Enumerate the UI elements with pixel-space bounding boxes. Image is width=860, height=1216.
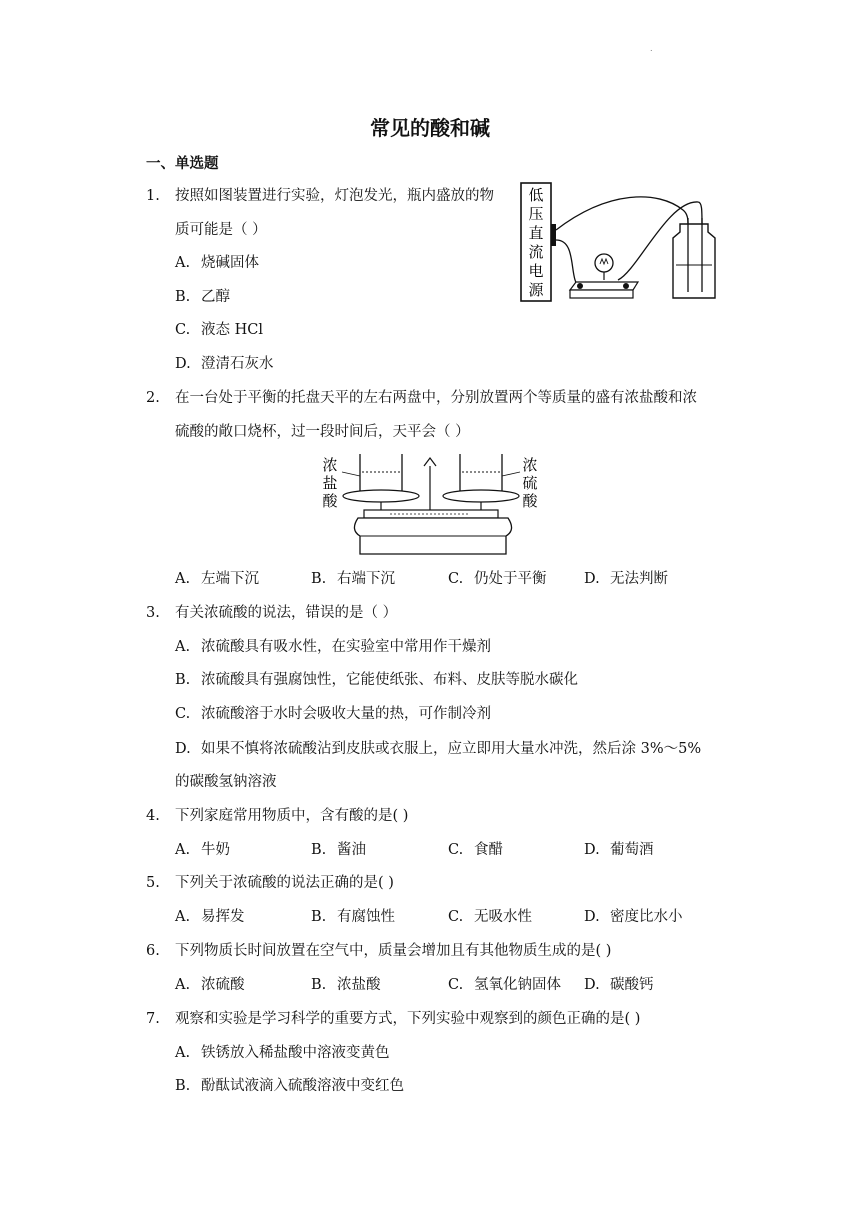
option-d <box>584 976 654 994</box>
option-text: 铁锈放入稀盐酸中溶液变黄色 <box>201 1045 390 1061</box>
option-letter: C. <box>175 706 191 722</box>
right-label-char: 硫 <box>522 474 538 492</box>
option-a <box>175 638 491 656</box>
option-text: 无吸水性 <box>474 909 532 925</box>
page-dot: . <box>650 44 653 53</box>
option-c <box>175 321 263 339</box>
option-a <box>175 841 230 859</box>
option-letter: D. <box>584 571 600 587</box>
option-b <box>311 570 395 588</box>
pointer-top <box>424 458 436 466</box>
question-stem: 在一台处于平衡的托盘天平的左右两盘中，分别放置两个等质量的盛有浓盐酸和浓 <box>175 390 697 406</box>
option-letter: B. <box>311 909 327 925</box>
question-stem: 下列关于浓硫酸的说法正确的是( ) <box>175 875 394 891</box>
option-letter: D. <box>584 842 600 858</box>
option-b <box>175 288 230 306</box>
option-b <box>311 908 395 926</box>
right-pointer <box>502 472 520 476</box>
question-stem: 有关浓硫酸的说法，错误的是（ ） <box>175 605 398 621</box>
question-stem: 硫酸的敞口烧杯，过一段时间后，天平会（ ） <box>175 424 470 440</box>
option-text: 酱油 <box>337 842 366 858</box>
terminal <box>551 224 556 246</box>
option-text: 有腐蚀性 <box>337 909 395 925</box>
option-letter: B. <box>311 842 327 858</box>
bottle-icon <box>673 224 715 298</box>
option-letter: B. <box>175 672 191 688</box>
option-letter: C. <box>448 842 464 858</box>
option-letter: C. <box>448 909 464 925</box>
option-letter: D. <box>584 909 600 925</box>
option-c <box>448 841 503 859</box>
screw <box>577 283 583 289</box>
option-d <box>175 740 701 758</box>
option-text: 浓硫酸具有吸水性，在实验室中常用作干燥剂 <box>201 639 491 655</box>
option-text: 乙醇 <box>201 289 230 305</box>
option-letter: A. <box>175 255 191 271</box>
option-text: 右端下沉 <box>337 571 395 587</box>
option-text: 食醋 <box>474 842 503 858</box>
option-text: 浓硫酸具有强腐蚀性，它能使纸张、布料、皮肤等脱水碳化 <box>201 672 578 688</box>
question-number: 1. <box>146 188 160 204</box>
left-pointer <box>342 472 360 476</box>
power-label-char: 直 <box>528 224 544 242</box>
option-text: 碳酸钙 <box>610 977 654 993</box>
left-label-char: 盐 <box>322 474 338 492</box>
wire <box>556 240 580 288</box>
option-letter: B. <box>311 571 327 587</box>
right-label-char: 酸 <box>522 492 538 510</box>
question-stem: 质可能是（ ） <box>175 222 267 238</box>
option-letter: A. <box>175 909 191 925</box>
left-beaker <box>360 454 402 494</box>
option-text: 左端下沉 <box>201 571 259 587</box>
option-b <box>175 1077 404 1095</box>
right-beaker <box>460 454 502 494</box>
option-letter: A. <box>175 639 191 655</box>
option-letter: B. <box>311 977 327 993</box>
option-letter: D. <box>584 977 600 993</box>
option-letter: A. <box>175 977 191 993</box>
option-text: 葡萄酒 <box>610 842 654 858</box>
power-label-char: 流 <box>528 243 544 261</box>
question-stem: 观察和实验是学习科学的重要方式，下列实验中观察到的颜色正确的是( ) <box>175 1011 641 1027</box>
left-label-char: 浓 <box>322 456 338 474</box>
option-letter: B. <box>175 1078 191 1094</box>
question-stem: 下列家庭常用物质中，含有酸的是( ) <box>175 808 409 824</box>
option-b <box>311 841 366 859</box>
option-a <box>175 570 259 588</box>
option-text: 易挥发 <box>201 909 245 925</box>
option-letter: C. <box>175 322 191 338</box>
right-pan <box>443 490 519 502</box>
option-c <box>448 570 547 588</box>
question-number: 5. <box>146 875 160 891</box>
option-d <box>175 355 274 373</box>
left-pan <box>343 490 419 502</box>
circuit-figure <box>518 180 723 305</box>
option-letter: C. <box>448 571 464 587</box>
question-number: 6. <box>146 943 160 959</box>
option-text: 氢氧化钠固体 <box>474 977 561 993</box>
option-text: 如果不慎将浓硫酸沾到皮肤或衣服上，应立即用大量水冲洗，然后涂 3%～5% <box>201 741 702 757</box>
option-letter: A. <box>175 571 191 587</box>
option-c <box>448 976 561 994</box>
option-letter: A. <box>175 1045 191 1061</box>
page-title: 常见的酸和碱 <box>370 116 490 140</box>
screw <box>623 283 629 289</box>
option-letter: D. <box>175 356 191 372</box>
option-text: 浓盐酸 <box>337 977 381 993</box>
question-number: 2. <box>146 390 160 406</box>
power-label-char: 电 <box>528 262 544 280</box>
option-text: 澄清石灰水 <box>201 356 274 372</box>
option-c <box>448 908 532 926</box>
option-a <box>175 908 245 926</box>
question-number: 3. <box>146 605 160 621</box>
option-b <box>175 671 578 689</box>
option-text: 仍处于平衡 <box>474 571 547 587</box>
option-d <box>584 841 654 859</box>
question-stem: 按照如图装置进行实验，灯泡发光，瓶内盛放的物 <box>175 188 494 204</box>
power-label-char: 源 <box>528 281 544 299</box>
option-letter: D. <box>175 741 191 757</box>
question-number: 7. <box>146 1011 160 1027</box>
left-label-char: 酸 <box>322 492 338 510</box>
option-a <box>175 254 259 272</box>
option-letter: A. <box>175 842 191 858</box>
bulb-base-side <box>570 290 633 298</box>
section-heading: 一、单选题 <box>146 155 219 172</box>
option-text: 烧碱固体 <box>201 255 259 271</box>
option-text: 浓硫酸 <box>201 977 245 993</box>
power-label-char: 压 <box>528 205 544 223</box>
wire <box>556 197 688 230</box>
option-letter: B. <box>175 289 191 305</box>
question-stem: 下列物质长时间放置在空气中，质量会增加且有其他物质生成的是( ) <box>175 943 612 959</box>
option-c <box>175 705 491 723</box>
option-d <box>584 570 668 588</box>
option-text: 无法判断 <box>610 571 668 587</box>
option-text: 密度比水小 <box>610 909 683 925</box>
option-d <box>584 908 683 926</box>
option-a <box>175 1044 390 1062</box>
option-text: 牛奶 <box>201 842 230 858</box>
power-label-char: 低 <box>528 186 544 204</box>
option-text: 酚酞试液滴入硫酸溶液中变红色 <box>201 1078 404 1094</box>
right-label-char: 浓 <box>522 456 538 474</box>
option-text: 液态 HCl <box>201 322 263 338</box>
question-number: 4. <box>146 808 160 824</box>
balance-figure <box>320 452 545 560</box>
option-continuation: 的碳酸氢钠溶液 <box>175 774 277 790</box>
option-a <box>175 976 245 994</box>
option-b <box>311 976 381 994</box>
option-text: 浓硫酸溶于水时会吸收大量的热，可作制冷剂 <box>201 706 491 722</box>
option-letter: C. <box>448 977 464 993</box>
